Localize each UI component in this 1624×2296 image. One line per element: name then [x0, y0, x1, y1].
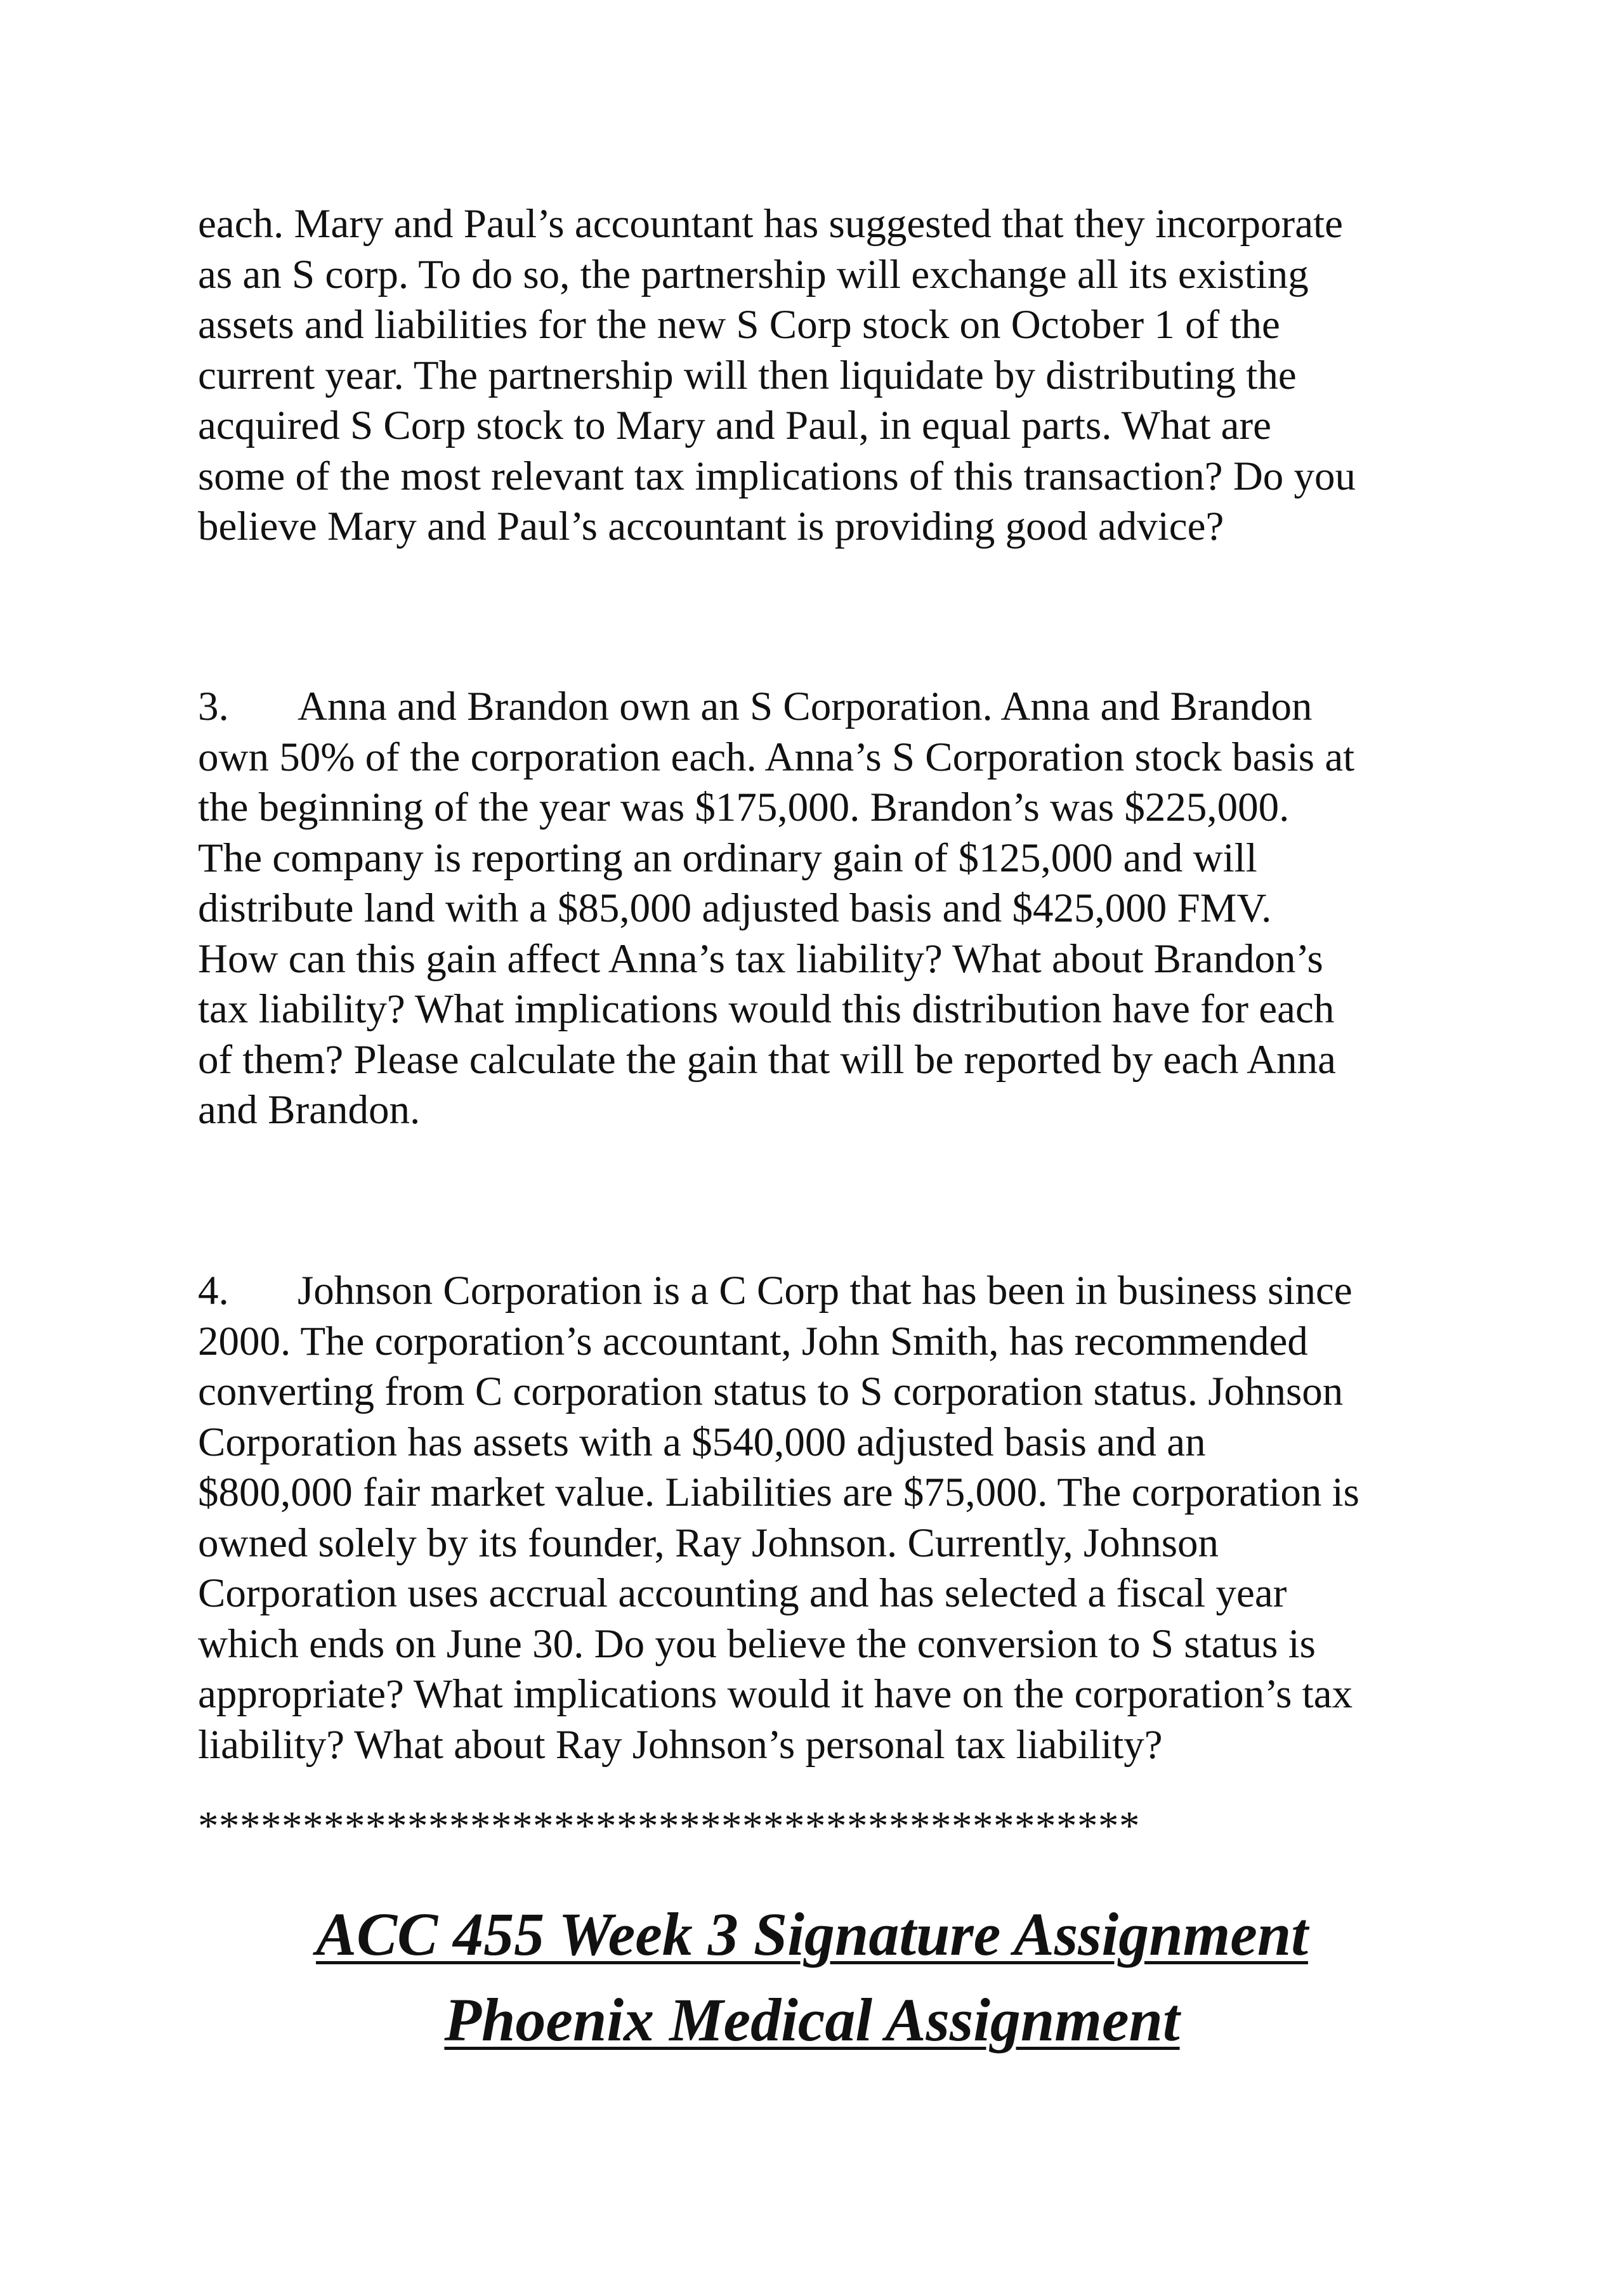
text-line	[198, 682, 1467, 733]
question-4-number: 4.	[198, 1268, 229, 1314]
text-line: of them? Please calculate the gain that will be reported by each Anna	[198, 1036, 1337, 1083]
text-line: How can this gain affect Anna’s tax liability? What about Brandon’s	[198, 936, 1323, 982]
text-line: each. Mary and Paul’s accountant has suggested that they incorporate	[198, 201, 1343, 247]
text-line: appropriate? What implications would it have on the corporation’s tax	[198, 1671, 1353, 1717]
question-3-paragraph	[198, 682, 1467, 1136]
text-line: tax liability? What implications would this distribution have for each	[198, 986, 1335, 1032]
text-line: $800,000 fair market value. Liabilities are $75,000. The corporation is	[198, 1470, 1359, 1515]
text-line: the beginning of the year was $175,000. Brandon’s was $225,000.	[198, 785, 1290, 830]
text-line: assets and liabilities for the new S Corp stock on October 1 of the	[198, 302, 1280, 348]
question-4-paragraph	[198, 1266, 1467, 1770]
asterisk-separator: *********************************************	[198, 1803, 1140, 1849]
text-line: and Brandon.	[198, 1087, 421, 1133]
question-3-number: 3.	[198, 684, 229, 729]
text-line: liability? What about Ray Johnson’s personal tax liability?	[198, 1721, 1163, 1768]
intro-paragraph	[198, 199, 1467, 552]
text-line: own 50% of the corporation each. Anna’s S Corporation stock basis at	[198, 734, 1355, 780]
assignment-subtitle: Phoenix Medical Assignment	[444, 1986, 1180, 2054]
text-line: The company is reporting an ordinary gain of $125,000 and will	[198, 835, 1257, 881]
text-line: believe Mary and Paul’s accountant is providing good advice?	[198, 504, 1224, 549]
assignment-title: ACC 455 Week 3 Signature Assignment	[316, 1900, 1308, 1968]
text-line: Corporation uses accrual accounting and has selected a fiscal year	[198, 1570, 1287, 1616]
text-line: Corporation has assets with a $540,000 adjusted basis and an	[198, 1419, 1206, 1465]
text-line: acquired S Corp stock to Mary and Paul, in equal parts. What are	[198, 403, 1271, 448]
text-line: which ends on June 30. Do you believe the conversion to S status is	[198, 1621, 1316, 1667]
text-line-content: Johnson Corporation is a C Corp that has been in business since	[298, 1268, 1352, 1314]
text-line-content: Anna and Brandon own an S Corporation. Anna and Brandon	[298, 684, 1313, 729]
text-line: distribute land with a $85,000 adjusted basis and $425,000 FMV.	[198, 885, 1272, 931]
text-line	[198, 1266, 1467, 1317]
text-line: converting from C corporation status to S corporation status. Johnson	[198, 1369, 1344, 1414]
text-line: current year. The partnership will then liquidate by distributing the	[198, 352, 1297, 398]
text-line: owned solely by its founder, Ray Johnson. Currently, Johnson	[198, 1520, 1219, 1566]
text-line: some of the most relevant tax implications of this transaction? Do you	[198, 453, 1356, 499]
text-line: as an S corp. To do so, the partnership will exchange all its existing	[198, 251, 1309, 297]
text-line: 2000. The corporation’s accountant, John Smith, has recommended	[198, 1318, 1308, 1364]
